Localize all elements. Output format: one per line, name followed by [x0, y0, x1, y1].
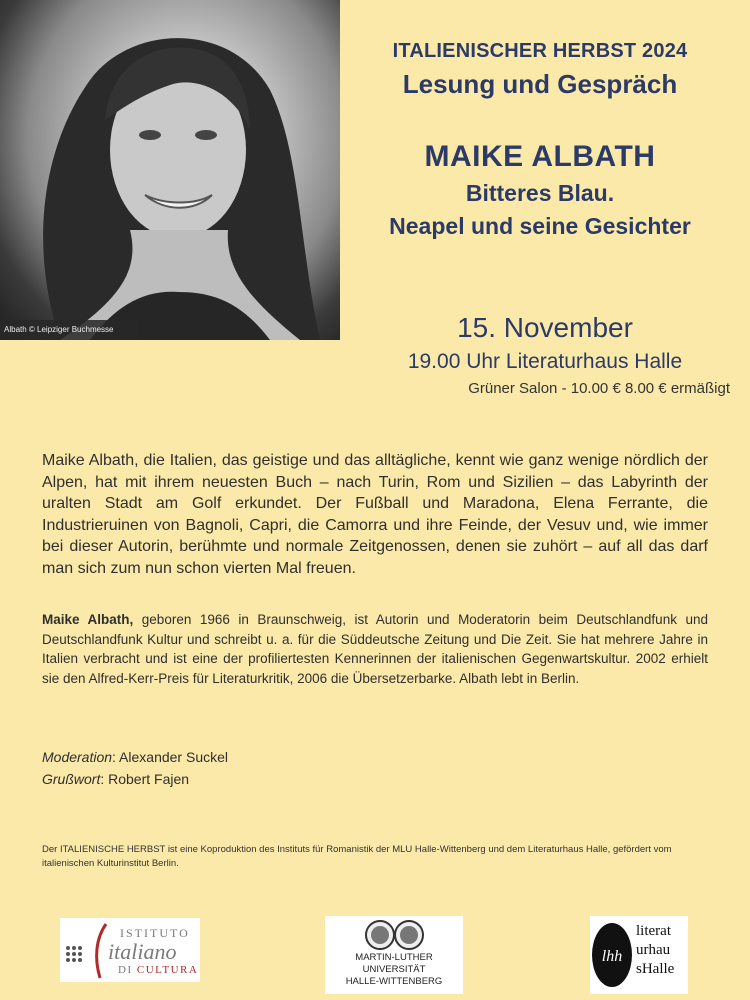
mlu-line2: UNIVERSITÄT	[362, 964, 426, 975]
coproduction-note: Der ITALIENISCHE HERBST ist eine Koproduktion des Instituts für Romanistik der MLU Halle-Wittenberg und dem Literaturhaus Halle, gefördert vom italienischen Kulturinstitut Berlin.	[42, 844, 672, 869]
moderation-line	[42, 746, 228, 768]
book-title-line2: Neapel und seine Gesichter	[389, 213, 691, 239]
photo-credit: Albath © Leipziger Buchmesse	[0, 320, 138, 340]
mlu-wordmark	[325, 952, 463, 988]
bio-name: Maike Albath,	[42, 612, 134, 627]
bio-text: geboren 1966 in Braunschweig, ist Autorin und Moderatorin beim Deutschlandfunk und Deutschlandfunk Kultur und schreibt u. a. für die Süddeutsche Zeitung und Die Zeit. Sie hat mehrere Jahre in Italien verbracht und ist eine der profiliertesten Kennerinnen der italienischen Gegenwartskultur. 2002 erhielt sie den Alfred-Kerr-Preis für Literaturkritik, 2006 die Übersetzerbarke. Albath lebt in Berlin.	[42, 612, 708, 686]
lhh-mark-icon	[590, 916, 636, 994]
mlu-logo	[325, 916, 463, 994]
grusswort-value: : Robert Fajen	[100, 771, 190, 787]
book-description: Maike Albath, die Italien, das geistige und das alltägliche, kennt wie ganz wenige nördlich der Alpen, hat mit ihrem neuesten Buch – nach Turin, Rom und Sizilien – das Labyrinth der uralten Stadt am Golf erkundet. Der Fußball und Maradona, Elena Ferrante, die Industrieruinen von Bagnoli, Capri, die Camorra und ihre Feinde, der Vesuv und, wie immer bei dieser Autorin, berühmte und normale Zeitgenossen, denen sie zuhört – auf all das darf man sich zum nun schon vierten Mal freuen.	[42, 452, 708, 577]
portrait-illustration	[0, 0, 340, 340]
event-format: Lesung und Gespräch	[402, 69, 678, 99]
lhh-mark-text: lhh	[601, 948, 623, 965]
moderation-label: Moderation	[42, 749, 113, 765]
event-venue-price: Grüner Salon - 10.00 € 8.00 € ermäßigt	[468, 380, 730, 397]
lhh-line2: urhau	[636, 942, 671, 958]
moderation-value: : Alexander Suckel	[112, 749, 229, 765]
credits	[42, 746, 228, 790]
literaturhaus-halle-logo	[590, 916, 688, 994]
iic-line3-prefix: DI	[118, 964, 137, 976]
mlu-line1: MARTIN-LUTHER	[355, 952, 433, 963]
author-name: MAIKE ALBATH	[424, 140, 656, 173]
lhh-line3: sHalle	[636, 961, 675, 977]
event-header	[350, 40, 730, 240]
event-time: 19.00 Uhr Literaturhaus Halle	[407, 350, 683, 373]
grusswort-label: Grußwort	[42, 771, 101, 787]
mlu-line3: HALLE-WITTENBERG	[345, 976, 443, 987]
series-title: ITALIENISCHER HERBST 2024	[392, 40, 688, 62]
author-bio	[42, 610, 708, 688]
event-date: 15. November	[457, 312, 633, 343]
mlu-seal-icon	[325, 918, 463, 952]
iic-line2: italiano	[108, 939, 177, 964]
iic-line3-cultura: CULTURA	[136, 964, 199, 976]
grusswort-line	[42, 768, 228, 790]
lhh-line1: literat	[636, 923, 671, 939]
author-photo	[0, 0, 340, 340]
iic-line3	[118, 964, 198, 976]
iic-line1: ISTITUTO	[120, 926, 190, 940]
lhh-wordmark	[636, 922, 674, 979]
book-title-line1: Bitteres Blau.	[465, 180, 615, 206]
istituto-italiano-logo	[60, 918, 200, 982]
